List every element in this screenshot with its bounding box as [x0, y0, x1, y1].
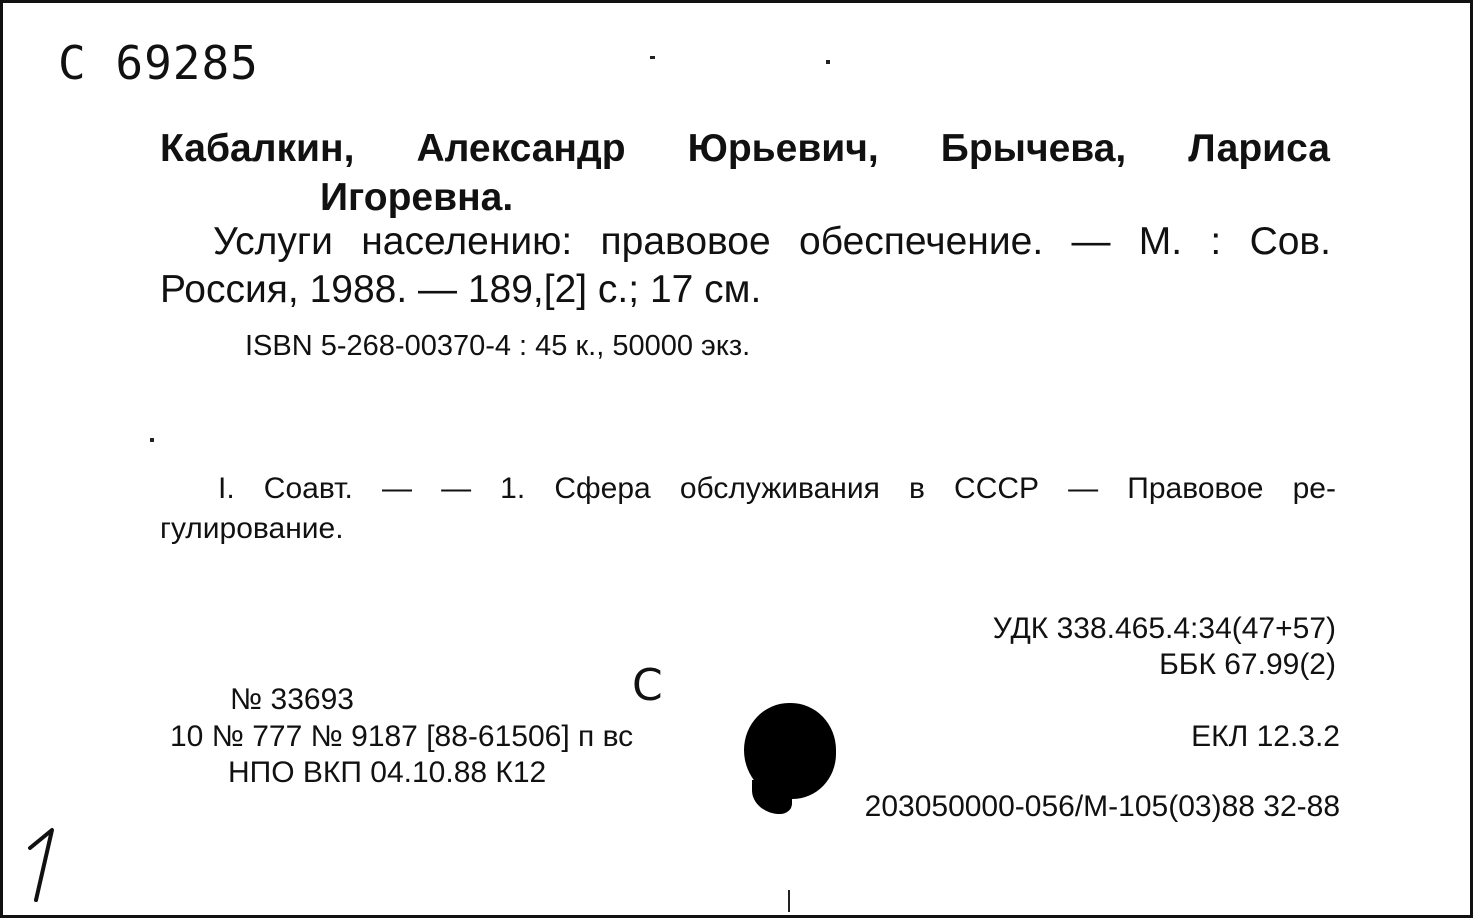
tracing-word: —	[381, 472, 412, 505]
tracing-word: —	[1068, 472, 1099, 505]
tracings-continued: гулирование.	[160, 512, 344, 545]
tracing-word: СССР	[954, 472, 1040, 505]
tracing-word: —	[441, 472, 472, 505]
printer-date: НПО ВКП 04.10.88 К12	[228, 756, 547, 789]
title-word: правовое	[600, 220, 771, 263]
title-word: М.	[1138, 220, 1183, 263]
author-word: Александр	[416, 127, 626, 170]
title-word: :	[1210, 220, 1222, 263]
tracing-word: Соавт.	[263, 472, 353, 505]
title-word: населению:	[361, 220, 573, 263]
tracing-word: Сфера	[554, 472, 651, 505]
tracing-word: 1.	[500, 472, 526, 505]
tracing-word: ре-	[1292, 472, 1336, 505]
printing-details: 10 № 777 № 9187 [88-61506] п вс	[170, 720, 634, 753]
author-word: Брычева,	[940, 127, 1127, 170]
speck	[826, 60, 830, 64]
author-word: Юрьевич,	[687, 127, 879, 170]
tracing-word: обслуживания	[679, 472, 880, 505]
ekl-code: ЕКЛ 12.3.2	[1191, 720, 1340, 753]
publication-details: Россия, 1988. — 189,[2] с.; 17 см.	[160, 268, 762, 311]
tracing-word: в	[909, 472, 925, 505]
handwritten-number	[22, 826, 62, 906]
author-heading-continued: Игоревна.	[320, 176, 514, 219]
call-number: С 69285	[58, 36, 259, 90]
title-word: Сов.	[1249, 220, 1331, 263]
author-heading	[160, 127, 1330, 171]
tracings	[218, 472, 1336, 506]
title-statement	[213, 220, 1331, 264]
speck	[150, 438, 154, 442]
publisher-code: 203050000-056/М-105(03)88 32-88	[864, 790, 1340, 823]
letter-mark: С	[632, 660, 663, 711]
title-word: обеспечение.	[799, 220, 1044, 263]
title-word: —	[1071, 220, 1111, 263]
speck	[788, 890, 790, 912]
tracing-word: I.	[218, 472, 235, 505]
bbk-code: ББК 67.99(2)	[1159, 648, 1336, 681]
udk-code: УДК 338.465.4:34(47+57)	[992, 612, 1336, 645]
author-word: Лариса	[1188, 127, 1330, 170]
isbn-line: ISBN 5-268-00370-4 : 45 к., 50000 экз.	[245, 330, 751, 362]
tracing-word: Правовое	[1127, 472, 1264, 505]
author-word: Кабалкин,	[160, 127, 355, 170]
title-word: Услуги	[213, 220, 333, 263]
order-number: № 33693	[230, 683, 354, 716]
speck	[650, 56, 655, 59]
